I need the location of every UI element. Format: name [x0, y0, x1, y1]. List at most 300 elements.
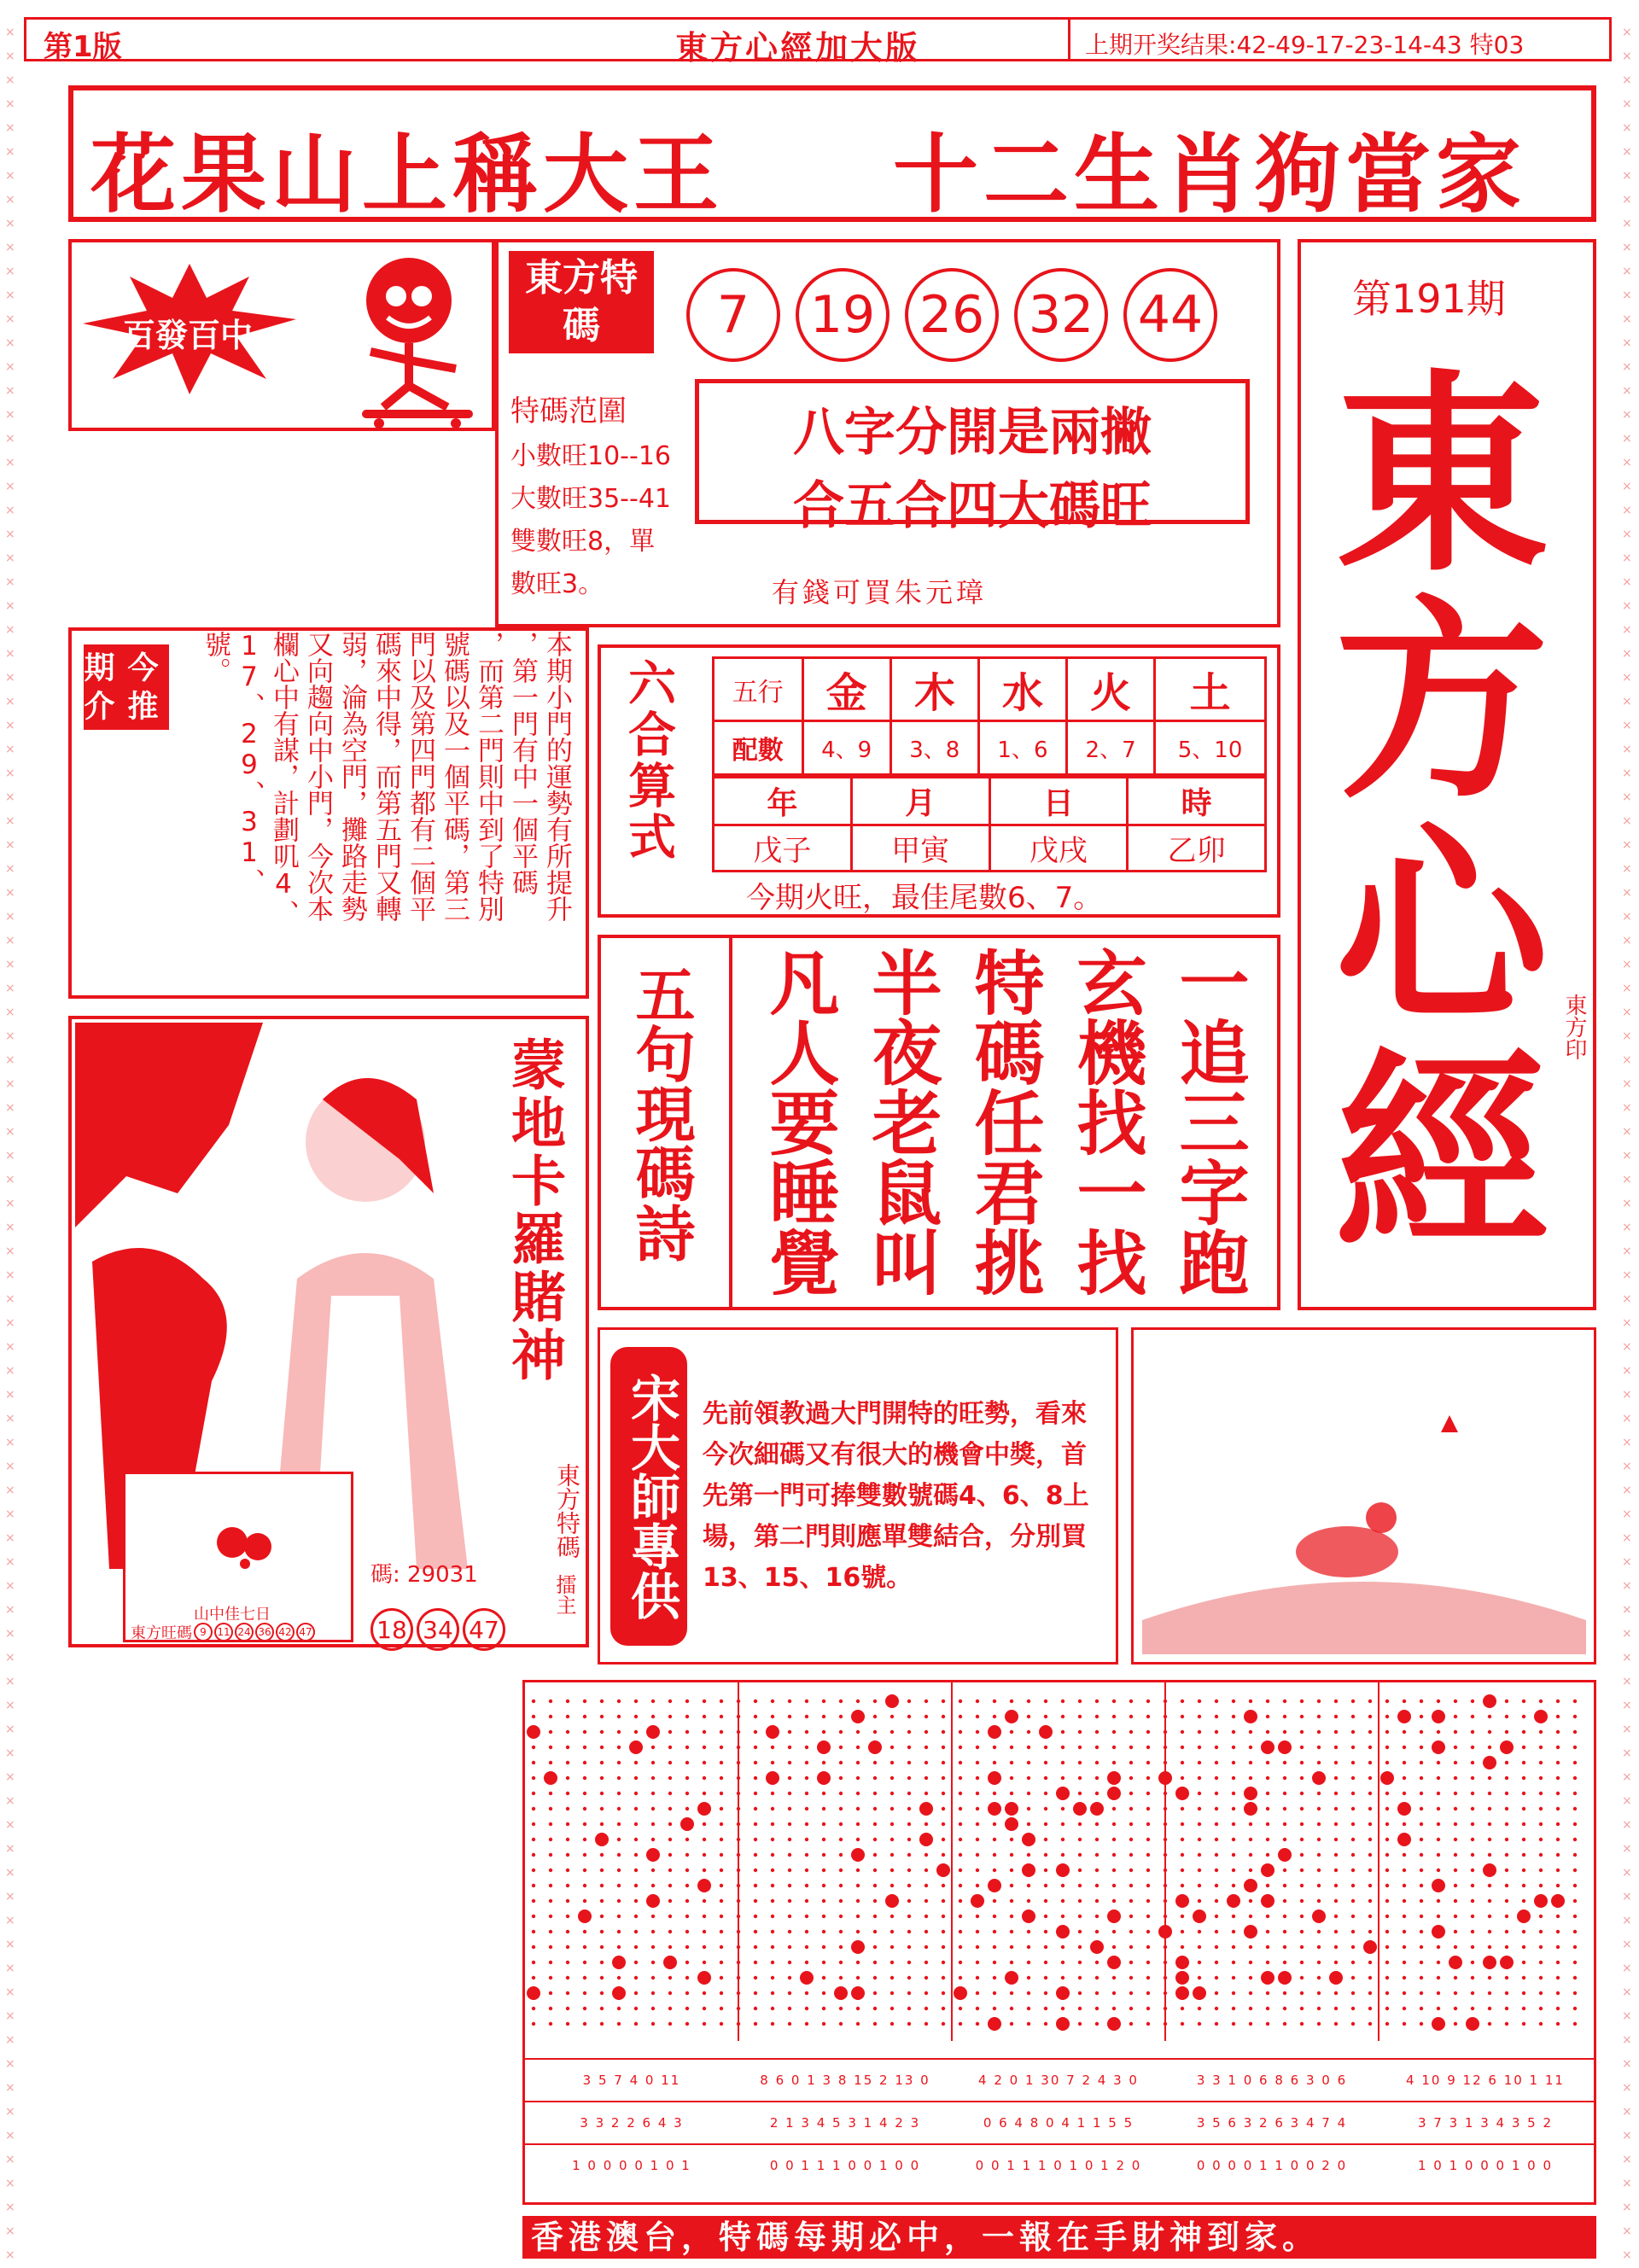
border-x-mark: ×	[1622, 1077, 1632, 1091]
grid-dot	[583, 1822, 586, 1826]
poem-line: 玄機找一找	[1065, 947, 1147, 1297]
grid-dot	[873, 1822, 877, 1826]
grid-dot	[737, 1792, 740, 1795]
grid-dot	[754, 1792, 757, 1795]
grid-number-row	[525, 2143, 1594, 2186]
grid-dot	[1158, 1925, 1172, 1939]
grid-dot	[1112, 1853, 1116, 1857]
grid-dot	[566, 1853, 569, 1857]
grid-dot	[1129, 1884, 1133, 1887]
grid-dot	[1505, 2007, 1508, 2010]
grid-dot	[532, 1715, 535, 1718]
grid-number-cell: 0 0 1 1 1 0 1 0 1 2 0	[975, 2158, 1142, 2173]
grid-dot	[1454, 1761, 1457, 1764]
grid-dot	[1244, 1925, 1257, 1939]
grid-dot	[873, 1884, 877, 1887]
grid-dot	[1146, 1991, 1150, 1995]
grid-dot	[1403, 1899, 1406, 1903]
grid-dot	[1437, 1700, 1440, 1703]
grid-dot	[856, 1730, 860, 1734]
grid-dot	[839, 2022, 843, 2026]
grid-dot	[600, 1730, 604, 1734]
grid-dot	[1078, 1822, 1082, 1826]
grid-dot	[924, 1730, 928, 1734]
grid-dot	[885, 1894, 899, 1908]
grid-dot	[1095, 1869, 1099, 1872]
grid-dot	[856, 1807, 860, 1810]
grid-dot	[924, 1961, 928, 1964]
grid-dot	[993, 1746, 996, 1749]
grid-dot	[703, 1945, 706, 1949]
grid-number-cell: 1 0 0 0 0 1 0 1	[572, 2158, 691, 2173]
grid-dot	[1368, 1746, 1372, 1749]
grid-dot	[1483, 1956, 1496, 1969]
border-x-mark: ×	[1622, 169, 1632, 183]
border-x-mark: ×	[5, 2057, 15, 2071]
grid-dot	[634, 1715, 638, 1718]
grid-dot	[1232, 1945, 1235, 1949]
border-x-mark: ×	[1622, 575, 1632, 589]
intro-text	[198, 631, 574, 989]
grid-dot	[1368, 1730, 1372, 1734]
grid-dot	[646, 1894, 660, 1908]
grid-dot	[993, 1976, 996, 1979]
grid-dot	[1573, 1700, 1577, 1703]
grid-dot	[976, 1807, 979, 1810]
grid-dot	[1146, 1976, 1150, 1979]
grid-dot	[1266, 1930, 1269, 1933]
special-number-ball: 44	[1123, 268, 1217, 362]
border-x-mark: ×	[5, 1149, 15, 1163]
big-title-char: 心	[1335, 802, 1549, 1052]
border-x-mark: ×	[5, 1125, 15, 1139]
grid-dot	[685, 1730, 689, 1734]
grid-dot	[1403, 1976, 1406, 1979]
grid-dot	[907, 1730, 911, 1734]
grid-dot	[1368, 1700, 1372, 1703]
grid-dot	[959, 1976, 962, 1979]
grid-dot	[566, 2007, 569, 2010]
grid-dot	[993, 2007, 996, 2010]
grid-dot	[549, 1899, 552, 1903]
grid-dot	[1056, 1986, 1070, 2000]
stamp-box	[123, 1472, 353, 1642]
grid-dot	[1573, 1792, 1577, 1795]
grid-dot	[617, 1715, 621, 1718]
grid-dot	[1522, 2022, 1525, 2026]
grid-dot	[1249, 1976, 1252, 1979]
grid-dot	[1215, 1776, 1218, 1780]
grid-dot	[566, 1822, 569, 1826]
grid-dot	[839, 1930, 843, 1933]
grid-dot	[1522, 1730, 1525, 1734]
grid-dot	[805, 1700, 808, 1703]
grid-dot	[1573, 2022, 1577, 2026]
grid-dot	[788, 1776, 791, 1780]
grid-dot	[1112, 1700, 1116, 1703]
grid-dot	[1334, 1991, 1338, 1995]
border-x-mark: ×	[5, 1101, 15, 1115]
grid-dot	[720, 1899, 723, 1903]
grid-dot	[549, 1730, 552, 1734]
grid-dot	[634, 2022, 638, 2026]
grid-dot	[1300, 1945, 1304, 1949]
grid-dot	[1471, 1869, 1474, 1872]
grid-dot	[737, 1899, 740, 1903]
border-x-mark: ×	[1622, 2105, 1632, 2119]
grid-dot	[1420, 1945, 1423, 1949]
grid-dot	[1215, 1746, 1218, 1749]
grid-dot	[1500, 1956, 1514, 1969]
grid-dot	[1181, 1730, 1184, 1734]
grid-dot	[1283, 1899, 1286, 1903]
grid-dot	[1283, 1776, 1286, 1780]
grid-dot	[1266, 1884, 1269, 1887]
grid-dot	[1539, 2022, 1543, 2026]
grid-dot	[1488, 1838, 1491, 1841]
grid-dot	[1483, 1863, 1496, 1877]
grid-dot	[1488, 1822, 1491, 1826]
grid-dot	[1420, 1991, 1423, 1995]
last-result-value: 42-49-17-23-14-43 特03	[1236, 31, 1525, 59]
grid-dot	[839, 1961, 843, 1964]
grid-dot	[1368, 2007, 1372, 2010]
grid-dot	[600, 2007, 604, 2010]
grid-dot	[1432, 1710, 1445, 1723]
border-x-mark: ×	[1622, 1460, 1632, 1473]
border-x-mark: ×	[1622, 336, 1632, 350]
grid-dot	[1010, 2007, 1013, 2010]
range-line: 雙數旺8，單	[510, 527, 656, 557]
grid-dot	[680, 1817, 694, 1831]
grid-dot	[532, 2022, 535, 2026]
grid-dot	[1420, 2022, 1423, 2026]
grid-dot	[1010, 2022, 1013, 2026]
banner-right: 十二生肖狗當家	[893, 124, 1526, 224]
grid-dot	[1215, 1869, 1218, 1872]
border-x-mark: ×	[1622, 743, 1632, 756]
grid-dot	[1078, 1991, 1082, 1995]
cat-stamp-icon	[211, 1517, 279, 1577]
grid-dot	[1488, 1930, 1491, 1933]
grid-dot	[890, 1976, 894, 1979]
grid-dot	[549, 1991, 552, 1995]
grid-dot	[1454, 1792, 1457, 1795]
border-x-mark: ×	[1622, 814, 1632, 828]
grid-dot	[1261, 1740, 1274, 1754]
grid-dot	[856, 1776, 860, 1780]
grid-dot	[1300, 1776, 1304, 1780]
grid-dot	[907, 1838, 911, 1841]
grid-dot	[959, 1715, 962, 1718]
grid-dot	[1471, 1915, 1474, 1918]
grid-dot	[703, 1961, 706, 1964]
grid-dot	[1112, 1991, 1116, 1995]
grid-dot	[907, 1884, 911, 1887]
grid-dot	[1215, 1761, 1218, 1764]
border-x-mark: ×	[1622, 1794, 1632, 1808]
border-x-mark: ×	[1622, 1436, 1632, 1449]
grid-dot	[634, 1792, 638, 1795]
grid-dot	[1437, 1730, 1440, 1734]
element-shui: 水	[978, 658, 1066, 721]
poem-divider	[729, 938, 732, 1307]
grid-dot	[737, 1730, 740, 1734]
grid-dot	[1488, 1776, 1491, 1780]
grid-dot	[634, 1838, 638, 1841]
grid-dot	[1573, 1776, 1577, 1780]
grid-dot	[1266, 1853, 1269, 1857]
grid-dot	[1522, 2007, 1525, 2010]
grid-dot	[617, 1746, 621, 1749]
grid-dot	[544, 1771, 557, 1785]
grid-dot	[907, 1807, 911, 1810]
grid-dot	[1403, 1869, 1406, 1872]
grid-dot	[1437, 1761, 1440, 1764]
grid-dot	[1488, 1915, 1491, 1918]
grid-dot	[890, 1884, 894, 1887]
grid-dot	[976, 2022, 979, 2026]
grid-dot	[805, 1853, 808, 1857]
grid-dot	[924, 1776, 928, 1780]
grid-dot	[1539, 1991, 1543, 1995]
border-x-mark: ×	[5, 2129, 15, 2143]
grid-dot	[651, 1822, 655, 1826]
grid-dot	[1454, 1915, 1457, 1918]
grid-dot	[566, 1838, 569, 1841]
grid-dot	[959, 1746, 962, 1749]
grid-dot	[856, 1792, 860, 1795]
grid-dot	[788, 1807, 791, 1810]
grid-dot	[754, 1976, 757, 1979]
grid-dot	[788, 1945, 791, 1949]
grid-dot	[1403, 1930, 1406, 1933]
grid-dot	[720, 1761, 723, 1764]
grid-dot	[1146, 1915, 1150, 1918]
border-x-mark: ×	[1622, 2177, 1632, 2190]
grid-dot	[1044, 1930, 1047, 1933]
grid-dot	[873, 1838, 877, 1841]
grid-dot	[822, 1853, 825, 1857]
border-x-mark: ×	[5, 2009, 15, 2023]
grid-dot	[1095, 2007, 1099, 2010]
grid-dot	[1232, 1761, 1235, 1764]
grid-dot	[959, 1884, 962, 1887]
grid-dot	[1517, 1909, 1531, 1923]
border-x-mark: ×	[5, 97, 15, 111]
grid-dot	[1198, 1761, 1201, 1764]
grid-dot	[1317, 1899, 1321, 1903]
grid-dot	[890, 1930, 894, 1933]
grid-dot	[942, 1822, 945, 1826]
grid-dot	[839, 1761, 843, 1764]
grid-dot	[1078, 1761, 1082, 1764]
grid-dot	[1249, 2007, 1252, 2010]
grid-dot	[1556, 1792, 1560, 1795]
grid-dot	[1534, 1710, 1548, 1723]
trend-grid	[522, 1680, 1596, 2205]
grid-dot	[1488, 1884, 1491, 1887]
grid-dot	[600, 1945, 604, 1949]
grid-dot	[737, 1915, 740, 1918]
range-title: 特碼范圍	[510, 394, 627, 429]
grid-dot	[839, 1945, 843, 1949]
grid-dot	[1215, 1807, 1218, 1810]
grid-dot	[1078, 1976, 1082, 1979]
grid-dot	[1351, 1822, 1355, 1826]
grid-dot	[1351, 1945, 1355, 1949]
grid-dot	[1351, 1700, 1355, 1703]
grid-dot	[1266, 1715, 1269, 1718]
grid-dot	[1129, 2007, 1133, 2010]
grid-dot	[1334, 1961, 1338, 1964]
grid-dot	[1164, 1976, 1167, 1979]
grid-dot	[1385, 1945, 1389, 1949]
grid-dot	[583, 1945, 586, 1949]
grid-dot	[1129, 1976, 1133, 1979]
border-x-mark: ×	[1622, 695, 1632, 708]
grid-dot	[1471, 1884, 1474, 1887]
grid-dot	[1522, 1976, 1525, 1979]
grid-dot	[1471, 1730, 1474, 1734]
grid-dot	[685, 2007, 689, 2010]
grid-dot	[1278, 1971, 1292, 1985]
border-x-mark: ×	[5, 1268, 15, 1282]
border-x-mark: ×	[5, 934, 15, 947]
grid-dot	[1112, 1730, 1116, 1734]
grid-dot	[873, 1961, 877, 1964]
grid-dot	[1300, 1700, 1304, 1703]
border-x-mark: ×	[5, 50, 15, 63]
grid-dot	[1539, 1761, 1543, 1764]
peishu-jin: 4、9	[802, 721, 890, 775]
grid-dot	[1232, 1807, 1235, 1810]
ganzhi-table	[712, 776, 1267, 872]
grid-dot	[885, 1694, 899, 1708]
grid-dot	[566, 1884, 569, 1887]
grid-dot	[1129, 1730, 1133, 1734]
grid-dot	[822, 1700, 825, 1703]
grid-dot	[1129, 1822, 1133, 1826]
grid-dot	[1266, 1822, 1269, 1826]
grid-dot	[1198, 1730, 1201, 1734]
grid-dot	[1129, 1807, 1133, 1810]
footer-text: 香港澳台，特碼每期必中，一報在手財神到家。	[531, 2218, 1321, 2256]
border-x-mark: ×	[5, 1029, 15, 1043]
grid-dot	[1107, 1909, 1121, 1923]
grid-dot	[1044, 1807, 1047, 1810]
grid-dot	[1181, 1945, 1184, 1949]
grid-dot	[1078, 1700, 1082, 1703]
grid-dot	[651, 1746, 655, 1749]
grid-dot	[1061, 1746, 1064, 1749]
grid-dot	[1334, 1730, 1338, 1734]
grid-dot	[1164, 1945, 1167, 1949]
grid-dot	[668, 2007, 672, 2010]
grid-dot	[1095, 1822, 1099, 1826]
grid-dot	[617, 1700, 621, 1703]
issue-panel	[1298, 239, 1596, 1310]
grid-dot	[1300, 1792, 1304, 1795]
intro-tag	[79, 644, 169, 730]
grid-dot	[1232, 1961, 1235, 1964]
grid-dot	[1027, 1961, 1030, 1964]
grid-dot	[1573, 1976, 1577, 1979]
grid-dot	[1095, 1884, 1099, 1887]
grid-dot	[907, 1961, 911, 1964]
banner-left: 花果山上稱大王	[90, 124, 724, 224]
grid-dot	[583, 1776, 586, 1780]
grid-dot	[924, 1899, 928, 1903]
grid-dot	[851, 1710, 865, 1723]
grid-dot	[612, 1956, 626, 1969]
grid-dot	[1078, 2022, 1082, 2026]
issue-number: 第191期	[1352, 276, 1506, 322]
grid-dot	[822, 1884, 825, 1887]
grid-dot	[1437, 1838, 1440, 1841]
grid-dot	[1044, 2007, 1047, 2010]
grid-dot	[890, 1776, 894, 1780]
border-x-mark: ×	[1622, 910, 1632, 924]
grid-dot	[1283, 1822, 1286, 1826]
grid-dot	[1249, 1945, 1252, 1949]
grid-dot	[1266, 1915, 1269, 1918]
grid-dot	[1351, 1807, 1355, 1810]
border-x-mark: ×	[5, 1866, 15, 1880]
grid-dot	[566, 1700, 569, 1703]
grid-dot	[634, 1700, 638, 1703]
grid-dot	[1249, 1746, 1252, 1749]
grid-dot	[993, 1945, 996, 1949]
grid-dot	[1505, 1776, 1508, 1780]
grid-dot	[959, 1945, 962, 1949]
grid-dot	[976, 1884, 979, 1887]
grid-dot	[788, 1915, 791, 1918]
grid-dot	[549, 1853, 552, 1857]
grid-dot	[1164, 1700, 1167, 1703]
grid-dot	[1522, 1700, 1525, 1703]
grid-dot	[1146, 1869, 1150, 1872]
grid-dot	[720, 1700, 723, 1703]
grid-dot	[532, 1792, 535, 1795]
grid-dot	[737, 1884, 740, 1887]
grid-dot	[549, 1945, 552, 1949]
grid-dot	[685, 1915, 689, 1918]
grid-dot	[1215, 1792, 1218, 1795]
grid-dot	[1300, 1807, 1304, 1810]
grid-dot	[959, 2022, 962, 2026]
border-x-mark: ×	[5, 647, 15, 661]
grid-dot	[890, 1746, 894, 1749]
grid-dot	[754, 2007, 757, 2010]
grid-dot	[1334, 1792, 1338, 1795]
grid-dot	[754, 1730, 757, 1734]
grid-dot	[1112, 1746, 1116, 1749]
grid-dot	[1534, 1894, 1548, 1908]
border-x-mark: ×	[5, 790, 15, 804]
grid-dot	[1095, 1700, 1099, 1703]
grid-dot	[907, 1761, 911, 1764]
grid-dot	[583, 1700, 586, 1703]
grid-dot	[1488, 1991, 1491, 1995]
wang-number-ball: 9	[194, 1623, 213, 1641]
intro-tag-2: 推介	[79, 690, 158, 720]
wang-number-ball: 11	[214, 1623, 233, 1641]
grid-dot	[1500, 1740, 1514, 1754]
grid-dot	[1420, 2007, 1423, 2010]
grid-dot	[720, 1853, 723, 1857]
grid-dot	[1283, 1915, 1286, 1918]
